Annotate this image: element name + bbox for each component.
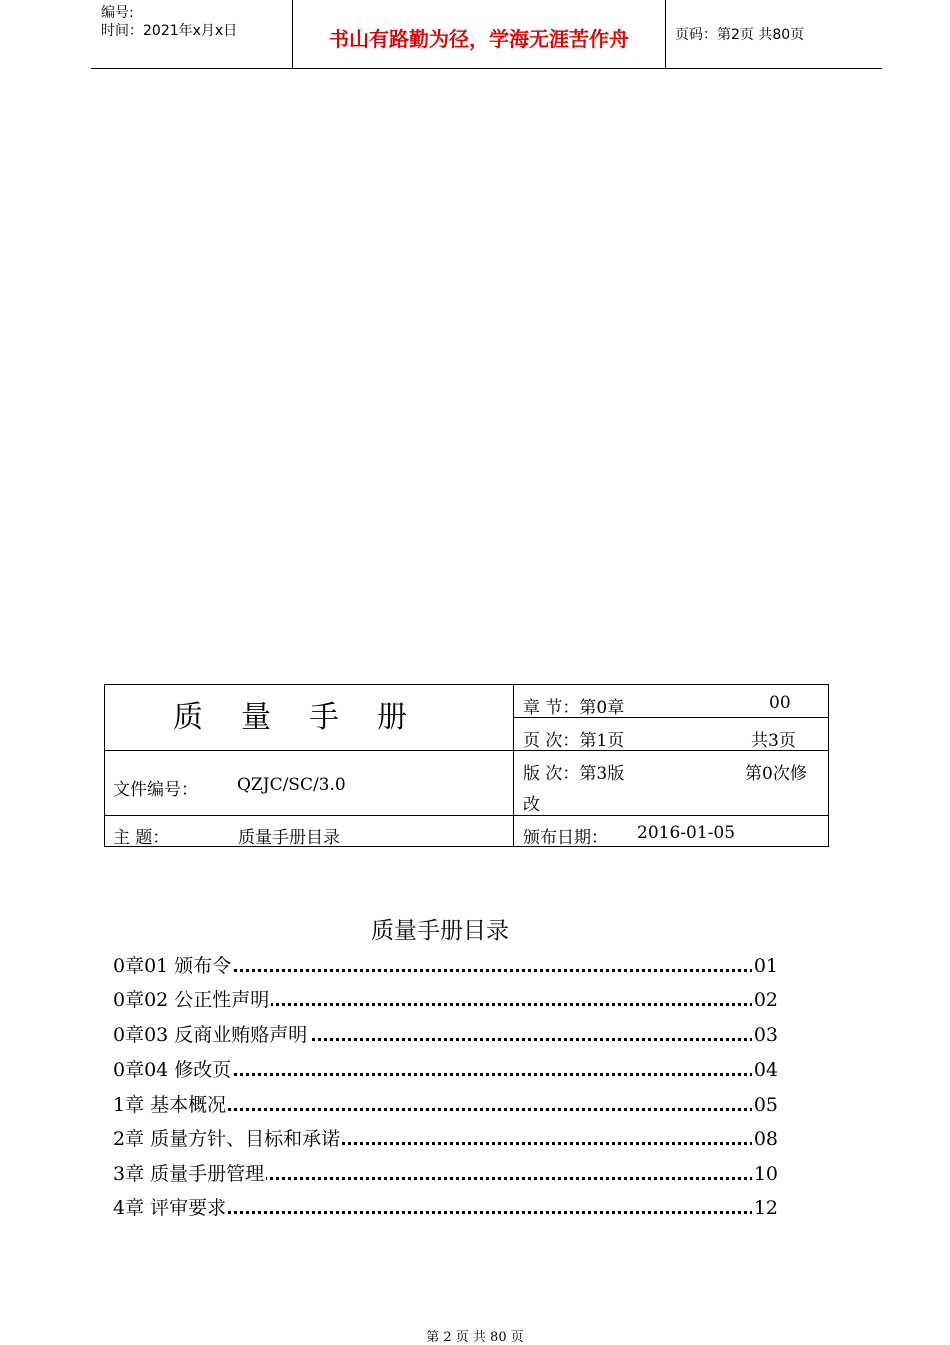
toc-item-label: 0章04 修改页 [113,1055,233,1085]
page-seq-label: 页 次：第1页 [523,731,625,751]
toc-item[interactable] [113,985,778,1015]
toc-item-page: 12 [752,1193,778,1223]
issue-date-label: 颁布日期： [523,828,608,848]
page-footer: 第 2 页 共 80 页 [426,1330,524,1345]
serial-label: 编号: [101,5,134,21]
toc-item-label: 0章01 颁布令 [113,951,233,981]
toc-item[interactable] [113,1159,778,1189]
toc-item-label: 4章 评审要求 [113,1193,228,1223]
toc-item-page: 02 [752,985,778,1015]
toc-item-page: 05 [752,1090,778,1120]
toc-item-label: 0章03 反商业贿赂声明 [113,1020,309,1050]
motto: 书山有路勤为径，学海无涯苦作舟 [329,27,629,51]
page-header [91,0,882,69]
chapter-code: 00 [769,693,791,713]
subject-label: 主 题： [113,828,170,848]
header-meta-cell [91,0,293,68]
doc-number-value: QZJC/SC/3.0 [237,775,346,795]
subject-value: 质量手册目录 [238,828,340,848]
version-revision: 第0次修 [745,764,807,784]
document-info-table [104,684,829,847]
toc-item-page: 03 [752,1020,778,1050]
toc-item-page: 08 [752,1124,778,1154]
toc-title: 质量手册目录 [371,918,509,944]
toc-item[interactable] [113,1193,778,1223]
header-page-label: 页码：第2页 共80页 [675,27,805,43]
header-page-cell [666,0,882,68]
toc-item[interactable] [113,1124,778,1154]
toc-item-label: 3章 质量手册管理 [113,1159,266,1189]
toc-item[interactable] [113,951,778,981]
version-label-cont: 改 [523,795,540,815]
toc-item-page: 01 [752,951,778,981]
toc-item-label: 1章 基本概况 [113,1090,228,1120]
toc-item[interactable] [113,1090,778,1120]
doc-number-label: 文件编号： [113,780,198,800]
version-label: 版 次：第3版 [523,764,625,784]
page-total: 共3页 [751,731,796,751]
toc-item-page: 10 [752,1159,778,1189]
header-motto-cell [293,0,666,68]
toc-item[interactable] [113,1020,778,1050]
time-label: 时间：2021年x月x日 [101,23,238,39]
chapter-label: 章 节：第0章 [523,698,625,718]
issue-date-value: 2016-01-05 [637,823,736,843]
toc-item-label: 2章 质量方针、目标和承诺 [113,1124,342,1154]
manual-title: 质量手册 [173,700,445,735]
toc-item[interactable] [113,1055,778,1085]
toc-item-label: 0章02 公正性声明 [113,985,271,1015]
toc-item-page: 04 [752,1055,778,1085]
